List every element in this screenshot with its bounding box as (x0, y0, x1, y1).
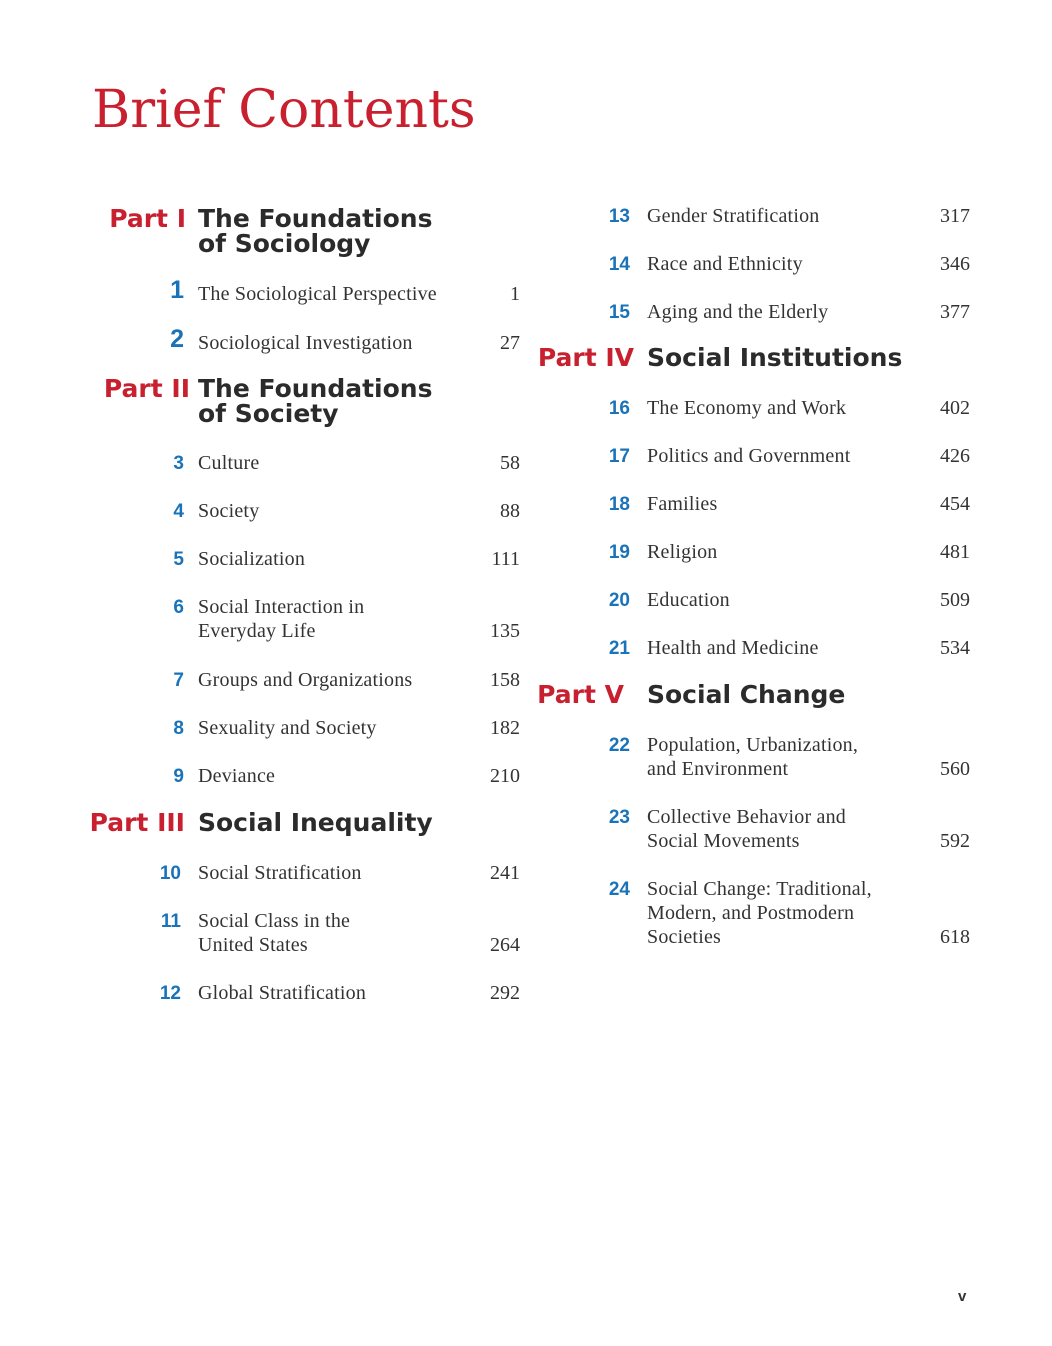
chapter-title: Social Stratification (198, 862, 362, 884)
chapter-number: 19 (608, 542, 630, 563)
chapter-title: Collective Behavior and (647, 806, 846, 828)
chapter-title: Aging and the Elderly (647, 301, 829, 323)
chapter-page: 241 (490, 862, 520, 884)
chapter-title: Social Interaction in (198, 596, 365, 618)
chapter-title: Groups and Organizations (198, 669, 413, 691)
chapter-number: 21 (608, 638, 630, 659)
part-title: The Foundations (198, 374, 433, 403)
chapter-title: Global Stratification (198, 982, 367, 1004)
chapter-title: Gender Stratification (647, 205, 820, 227)
chapter-number: 10 (159, 863, 181, 884)
part-title: of Sociology (198, 229, 371, 258)
chapter-page: 264 (490, 934, 520, 956)
chapter-page: 560 (940, 758, 970, 780)
chapter-title: Social Change: Traditional, (647, 878, 872, 900)
chapter-title: Sociological Investigation (198, 332, 413, 354)
chapter-title: Modern, and Postmodern (647, 902, 855, 924)
chapter-number: 3 (173, 453, 184, 474)
chapter-title: Socialization (198, 548, 306, 570)
chapter-page: 454 (940, 493, 970, 515)
chapter-number: 8 (173, 718, 184, 739)
chapter-title: Deviance (198, 765, 276, 787)
chapter-page: 377 (940, 301, 970, 323)
chapter-number: 7 (173, 670, 184, 691)
chapter-number: 11 (160, 911, 181, 932)
chapter-number: 18 (608, 494, 630, 515)
chapter-title: Education (647, 589, 730, 611)
part-label: Part IV (537, 343, 634, 372)
chapter-title: Population, Urbanization, (647, 734, 859, 756)
chapter-page: 1 (510, 283, 520, 305)
chapter-number: 23 (608, 807, 630, 828)
part-title: Social Change (647, 680, 846, 709)
part-label: Part II (103, 374, 190, 403)
chapter-number: 17 (608, 446, 630, 467)
chapter-title: and Environment (647, 758, 789, 780)
chapter-page: 317 (940, 205, 970, 227)
part-title: Social Inequality (198, 808, 433, 837)
chapter-page: 58 (500, 452, 520, 474)
part-label: Part I (109, 204, 186, 233)
chapter-page: 534 (940, 637, 970, 659)
chapter-page: 402 (940, 397, 970, 419)
chapter-title: Societies (647, 926, 722, 948)
chapter-title: Health and Medicine (647, 637, 819, 659)
chapter-page: 592 (940, 830, 970, 852)
chapter-title: Everyday Life (198, 620, 316, 642)
chapter-title: Race and Ethnicity (647, 253, 803, 275)
chapter-number: 24 (608, 879, 630, 900)
chapter-number: 6 (173, 597, 184, 618)
chapter-number: 5 (173, 549, 184, 570)
chapter-page: 210 (490, 765, 520, 787)
chapter-page: 135 (490, 620, 520, 642)
chapter-title: Politics and Government (647, 445, 851, 467)
part-title: of Society (198, 399, 339, 428)
chapter-page: 292 (490, 982, 520, 1004)
chapter-number: 1 (170, 276, 184, 304)
part-label: Part V (537, 680, 624, 709)
chapter-title: The Economy and Work (647, 397, 847, 419)
chapter-title: Social Movements (647, 830, 800, 852)
chapter-title: Sexuality and Society (198, 717, 377, 739)
chapter-title: United States (198, 934, 308, 956)
chapter-number: 20 (608, 590, 630, 611)
chapter-number: 15 (608, 302, 630, 323)
chapter-title: Families (647, 493, 718, 515)
chapter-number: 16 (608, 398, 630, 419)
page-title: Brief Contents (92, 80, 476, 140)
chapter-title: Society (198, 500, 260, 522)
chapter-title: Culture (198, 452, 260, 474)
part-label: Part III (89, 808, 185, 837)
chapter-page: 618 (940, 926, 970, 948)
chapter-number: 2 (170, 325, 184, 353)
chapter-page: 346 (940, 253, 970, 275)
part-title: The Foundations (198, 204, 433, 233)
chapter-number: 12 (159, 983, 181, 1004)
chapter-number: 9 (173, 766, 184, 787)
chapter-page: 182 (490, 717, 520, 739)
page-number: v (958, 1288, 967, 1305)
chapter-number: 13 (608, 206, 630, 227)
chapter-title: Religion (647, 541, 718, 563)
part-title: Social Institutions (647, 343, 903, 372)
chapter-number: 14 (608, 254, 630, 275)
chapter-page: 88 (500, 500, 520, 522)
chapter-page: 27 (500, 332, 520, 354)
chapter-title: Social Class in the (198, 910, 351, 932)
chapter-title: The Sociological Perspective (198, 283, 437, 305)
chapter-page: 481 (940, 541, 970, 563)
chapter-page: 509 (940, 589, 970, 611)
chapter-page: 158 (490, 669, 520, 691)
chapter-number: 22 (608, 735, 630, 756)
chapter-page: 111 (491, 548, 520, 570)
chapter-page: 426 (940, 445, 970, 467)
chapter-number: 4 (173, 501, 184, 522)
